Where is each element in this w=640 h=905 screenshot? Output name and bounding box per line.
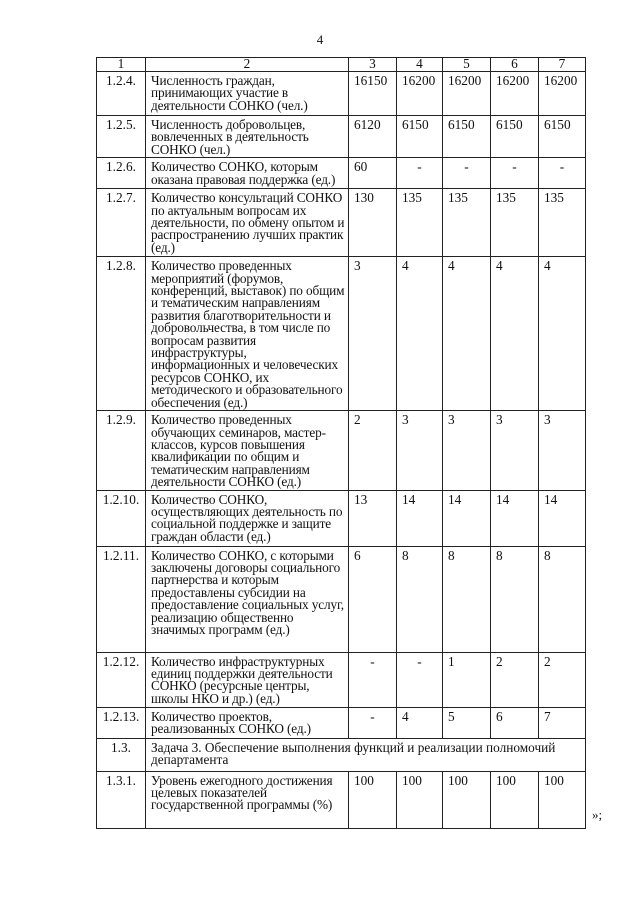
- row-number: 1.2.7.: [97, 189, 146, 257]
- task-row: [97, 738, 586, 771]
- page-number: 4: [316, 32, 324, 47]
- table-row: [97, 257, 586, 411]
- row-number: 1.2.12.: [97, 652, 146, 707]
- value-cell: -: [397, 158, 443, 189]
- table-row: [97, 189, 586, 257]
- value-cell: 6: [491, 707, 539, 738]
- value-cell: 6150: [539, 116, 586, 158]
- value-cell: 4: [397, 257, 443, 411]
- closing-quote: »;: [592, 807, 603, 822]
- indicator-text: Численность граждан, принимающих участие в деятельности СОНКО (чел.): [146, 72, 349, 116]
- value-cell: 100: [397, 771, 443, 828]
- value-cell: 6: [349, 546, 397, 652]
- value-cell: 14: [539, 490, 586, 546]
- indicator-text: Количество проведенных мероприятий (форумов, конференций, выставок) по общим и тематическим направлениям развития благотворительности и добровольчества, в том числе по вопросам развития инфраструктуры, информационных и человеческих ресурсов СОНКО, их методического и образовательного обеспечения (ед.): [146, 257, 349, 411]
- value-cell: 8: [539, 546, 586, 652]
- value-cell: -: [349, 652, 397, 707]
- value-cell: 100: [443, 771, 491, 828]
- value-cell: 3: [491, 411, 539, 490]
- header-cell: 7: [539, 58, 586, 72]
- indicator-text: Количество проведенных обучающих семинаров, мастер-классов, курсов повышения квалификации по общим и тематическим направлениям деятельности СОНКО (ед.): [146, 411, 349, 490]
- value-cell: 14: [397, 490, 443, 546]
- value-cell: -: [443, 158, 491, 189]
- indicator-text: Уровень ежегодного достижения целевых показателей государственной программы (%): [146, 771, 349, 828]
- header-cell: 2: [146, 58, 349, 72]
- value-cell: 6150: [397, 116, 443, 158]
- indicator-text: Количество СОНКО, с которыми заключены договоры социального партнерства и которым предоставлены субсидии на предоставление социальных услуг, реализацию общественно значимых программ (ед.): [146, 546, 349, 652]
- value-cell: 2: [539, 652, 586, 707]
- value-cell: 3: [349, 257, 397, 411]
- row-number: 1.2.4.: [97, 72, 146, 116]
- task-text: Задача 3. Обеспечение выполнения функций и реализации полномочий департамента: [146, 738, 586, 771]
- value-cell: 135: [491, 189, 539, 257]
- indicator-text: Количество проектов, реализованных СОНКО (ед.): [146, 707, 349, 738]
- value-cell: -: [539, 158, 586, 189]
- value-cell: 100: [491, 771, 539, 828]
- row-number: 1.2.6.: [97, 158, 146, 189]
- table-row: [97, 490, 586, 546]
- value-cell: 8: [491, 546, 539, 652]
- table-row: [97, 116, 586, 158]
- indicator-text: Количество консультаций СОНКО по актуальным вопросам их деятельности, по обмену опытом и распространению лучших практик (ед.): [146, 189, 349, 257]
- value-cell: 6150: [491, 116, 539, 158]
- indicator-text: Количество СОНКО, осуществляющих деятельность по социальной поддержке и защите граждан области (ед.): [146, 490, 349, 546]
- value-cell: 4: [443, 257, 491, 411]
- row-number: 1.2.10.: [97, 490, 146, 546]
- row-number: 1.2.9.: [97, 411, 146, 490]
- header-cell: 1: [97, 58, 146, 72]
- header-row: [97, 58, 586, 72]
- value-cell: 14: [491, 490, 539, 546]
- row-number: 1.2.5.: [97, 116, 146, 158]
- table-row: [97, 771, 586, 828]
- value-cell: 16200: [539, 72, 586, 116]
- header-cell: 5: [443, 58, 491, 72]
- value-cell: 13: [349, 490, 397, 546]
- header-cell: 3: [349, 58, 397, 72]
- value-cell: 135: [397, 189, 443, 257]
- value-cell: 7: [539, 707, 586, 738]
- value-cell: 100: [539, 771, 586, 828]
- value-cell: 100: [349, 771, 397, 828]
- table-row: [97, 707, 586, 738]
- table-row: [97, 72, 586, 116]
- indicator-text: Количество инфраструктурных единиц поддержки деятельности СОНКО (ресурсные центры, школы НКО и др.) (ед.): [146, 652, 349, 707]
- table-row: [97, 652, 586, 707]
- value-cell: 16200: [443, 72, 491, 116]
- value-cell: 16150: [349, 72, 397, 116]
- value-cell: -: [491, 158, 539, 189]
- value-cell: 3: [539, 411, 586, 490]
- value-cell: 6120: [349, 116, 397, 158]
- indicator-text: Численность добровольцев, вовлеченных в деятельность СОНКО (чел.): [146, 116, 349, 158]
- row-number: 1.2.8.: [97, 257, 146, 411]
- row-number: 1.2.13.: [97, 707, 146, 738]
- indicator-text: Количество СОНКО, которым оказана правовая поддержка (ед.): [146, 158, 349, 189]
- value-cell: 135: [443, 189, 491, 257]
- table-row: [97, 546, 586, 652]
- value-cell: -: [397, 652, 443, 707]
- value-cell: 14: [443, 490, 491, 546]
- value-cell: 6150: [443, 116, 491, 158]
- value-cell: 4: [397, 707, 443, 738]
- value-cell: 135: [539, 189, 586, 257]
- value-cell: 3: [397, 411, 443, 490]
- header-cell: 4: [397, 58, 443, 72]
- value-cell: 2: [349, 411, 397, 490]
- value-cell: 130: [349, 189, 397, 257]
- value-cell: 2: [491, 652, 539, 707]
- row-number: 1.3.1.: [97, 771, 146, 828]
- value-cell: 4: [539, 257, 586, 411]
- value-cell: -: [349, 707, 397, 738]
- value-cell: 4: [491, 257, 539, 411]
- indicators-table: [96, 57, 586, 829]
- value-cell: 8: [443, 546, 491, 652]
- table-row: [97, 411, 586, 490]
- task-number: 1.3.: [97, 738, 146, 771]
- value-cell: 60: [349, 158, 397, 189]
- value-cell: 5: [443, 707, 491, 738]
- row-number: 1.2.11.: [97, 546, 146, 652]
- header-cell: 6: [491, 58, 539, 72]
- value-cell: 16200: [491, 72, 539, 116]
- value-cell: 1: [443, 652, 491, 707]
- value-cell: 16200: [397, 72, 443, 116]
- value-cell: 3: [443, 411, 491, 490]
- table-row: [97, 158, 586, 189]
- value-cell: 8: [397, 546, 443, 652]
